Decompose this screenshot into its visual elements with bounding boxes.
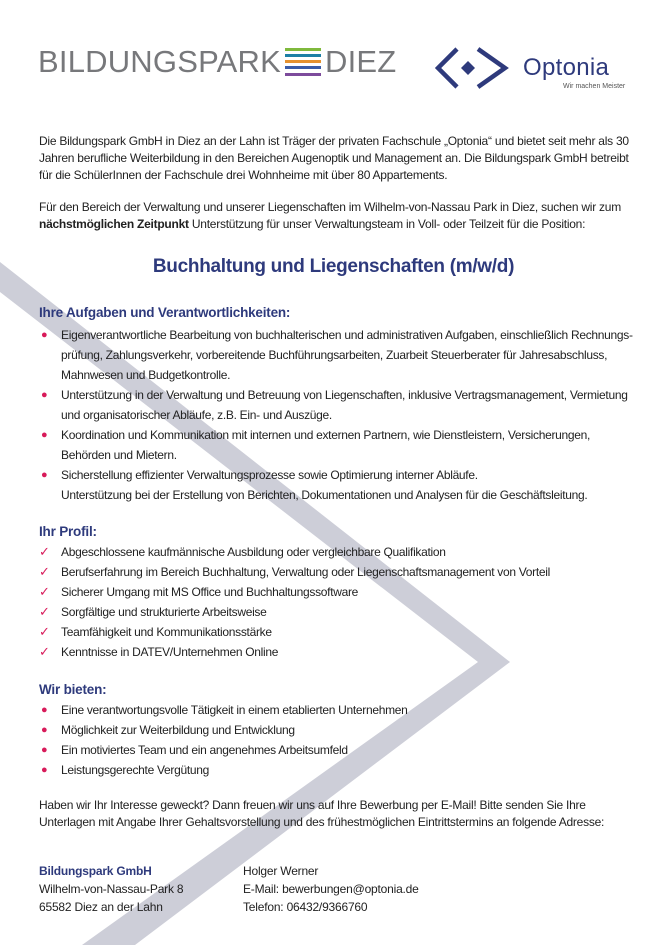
logo-stripe — [285, 60, 321, 63]
list-item-text: Ein motiviertes Team und ein angenehmes Arbeitsumfeld — [61, 743, 348, 757]
bullet-icon: ● — [41, 704, 48, 716]
list-item-text: Koordination und Kommunikation mit internen und externen Partnern, wie Dienstleistern, Versicherungen, Behörden und Mietern. — [61, 428, 591, 462]
contact-city: 65582 Diez an der Lahn — [39, 900, 163, 914]
closing-paragraph: Haben wir Ihr Interesse geweckt? Dann freuen wir uns auf Ihre Bewerbung per E-Mail! Bitte senden Sie Ihre Unterlagen mit Angabe Ihrer Gehaltsvorstellung und des frühestmöglichen Eintrittstermins an folgende Adresse: — [39, 798, 605, 829]
checkmark-icon: ✓ — [39, 644, 50, 659]
list-item — [39, 760, 639, 780]
offer-list — [39, 700, 639, 780]
list-item-text: Sorgfältige und strukturierte Arbeitsweise — [61, 605, 267, 619]
contact-person-name: Holger Werner — [243, 864, 319, 878]
list-item-text: Unterstützung bei der Erstellung von Berichten, Dokumentationen und Analysen für die Geschäftsleitung. — [61, 488, 588, 502]
tasks-list — [39, 325, 639, 505]
intro-paragraph-2 — [39, 199, 633, 233]
logo-stripes-icon — [285, 48, 321, 76]
optonia-brand-name: Optonia — [523, 54, 610, 81]
profile-heading: Ihr Profil: — [39, 524, 97, 539]
list-item-text: Eine verantwortungsvolle Tätigkeit in einem etablierten Unternehmen — [61, 703, 408, 717]
logo-stripe — [285, 54, 321, 57]
intro-text: Für den Bereich der Verwaltung und unserer Liegenschaften im Wilhelm-von-Nassau Park in Diez, suchen wir zum — [39, 200, 621, 214]
list-item — [39, 700, 639, 720]
optonia-eye-icon — [435, 44, 515, 94]
list-item — [39, 740, 639, 760]
checkmark-icon: ✓ — [39, 564, 50, 579]
optonia-tagline: Wir machen Meister — [563, 83, 626, 90]
list-item-text: Kenntnisse in DATEV/Unternehmen Online — [61, 645, 279, 659]
list-item-text: Möglichkeit zur Weiterbildung und Entwicklung — [61, 723, 295, 737]
list-item-text: Sicherer Umgang mit MS Office und Buchhaltungssoftware — [61, 585, 359, 599]
bullet-icon: ● — [41, 329, 48, 341]
job-title: Buchhaltung und Liegenschaften (m/w/d) — [152, 256, 515, 277]
contact-phone: Telefon: 06432/9366760 — [243, 900, 368, 914]
contact-address — [39, 862, 183, 916]
bullet-icon: ● — [41, 389, 48, 401]
bullet-icon: ● — [41, 469, 48, 481]
logo-stripe — [285, 48, 321, 51]
list-item — [39, 325, 639, 385]
list-item — [39, 602, 639, 622]
contact-street: Wilhelm-von-Nassau-Park 8 — [39, 882, 184, 896]
checkmark-icon: ✓ — [39, 544, 50, 559]
contact-org-name: Bildungspark GmbH — [39, 864, 152, 878]
intro-paragraph-1: Die Bildungspark GmbH in Diez an der Lahn ist Träger der privaten Fachschule „Optonia“ und bietet seit mehr als 30 Jahren berufliche Weiterbildung in den Bereichen Augenoptik und Management an. Die Bildungspark GmbH betreibt für die SchülerInnen der Fachschule drei Wohnheime mit über 80 Appartements. — [39, 134, 629, 182]
list-item — [39, 465, 639, 485]
logo-text-bildungspark: BILDUNGSPARK — [38, 44, 281, 79]
bullet-icon: ● — [41, 744, 48, 756]
intro-text: Unterstützung für unser Verwaltungsteam in Voll- oder Teilzeit für die Position: — [188, 217, 586, 231]
list-item-text: Abgeschlossene kaufmännische Ausbildung oder vergleichbare Qualifikation — [61, 545, 446, 559]
bullet-icon: ● — [41, 764, 48, 776]
list-item-text: Leistungsgerechte Vergütung — [61, 763, 210, 777]
bullet-icon: ● — [41, 724, 48, 736]
contact-email-link[interactable]: E-Mail: bewerbungen@optonia.de — [243, 882, 419, 896]
list-item-text: Teamfähigkeit und Kommunikationsstärke — [61, 625, 272, 639]
logo-text-diez: DIEZ — [325, 44, 397, 79]
list-item — [39, 642, 639, 662]
list-item — [39, 385, 639, 425]
profile-list — [39, 542, 639, 662]
list-item-text: Eigenverantwortliche Bearbeitung von buchhalterischen und administrativen Aufgaben, einschließlich Rechnungs-prüfung, Zahlungsverkehr, vorbereitende Buchführungsarbeiten, Zuarbeit Steuerberater für Jahresabschluss, Mahnwesen und Budgetkontrolle. — [61, 328, 633, 382]
bullet-icon: ● — [41, 429, 48, 441]
offer-heading: Wir bieten: — [39, 682, 107, 697]
list-item — [39, 425, 639, 465]
list-item — [39, 622, 639, 642]
checkmark-icon: ✓ — [39, 624, 50, 639]
list-item — [39, 542, 639, 562]
intro-bold-text: nächstmöglichen Zeitpunkt — [39, 217, 189, 231]
list-item-continuation — [39, 485, 639, 505]
logo-stripe — [285, 66, 321, 69]
list-item-text: Sicherstellung effizienter Verwaltungsprozesse sowie Optimierung interner Abläufe. — [61, 468, 478, 482]
list-item — [39, 720, 639, 740]
bildungspark-logo — [38, 46, 396, 77]
logo-stripe — [285, 73, 321, 76]
checkmark-icon: ✓ — [39, 604, 50, 619]
contact-person — [243, 862, 419, 916]
list-item — [39, 582, 639, 602]
list-item-text: Unterstützung in der Verwaltung und Betreuung von Liegenschaften, inklusive Vertragsmanagement, Vermietung und organisatorischer Abläufe, z.B. Ein- und Auszüge. — [61, 388, 628, 422]
list-item-text: Berufserfahrung im Bereich Buchhaltung, Verwaltung oder Liegenschaftsmanagement von Vorteil — [61, 565, 551, 579]
list-item — [39, 562, 639, 582]
checkmark-icon: ✓ — [39, 584, 50, 599]
tasks-heading: Ihre Aufgaben und Verantwortlichkeiten: — [39, 305, 291, 320]
optonia-logo — [435, 44, 635, 94]
